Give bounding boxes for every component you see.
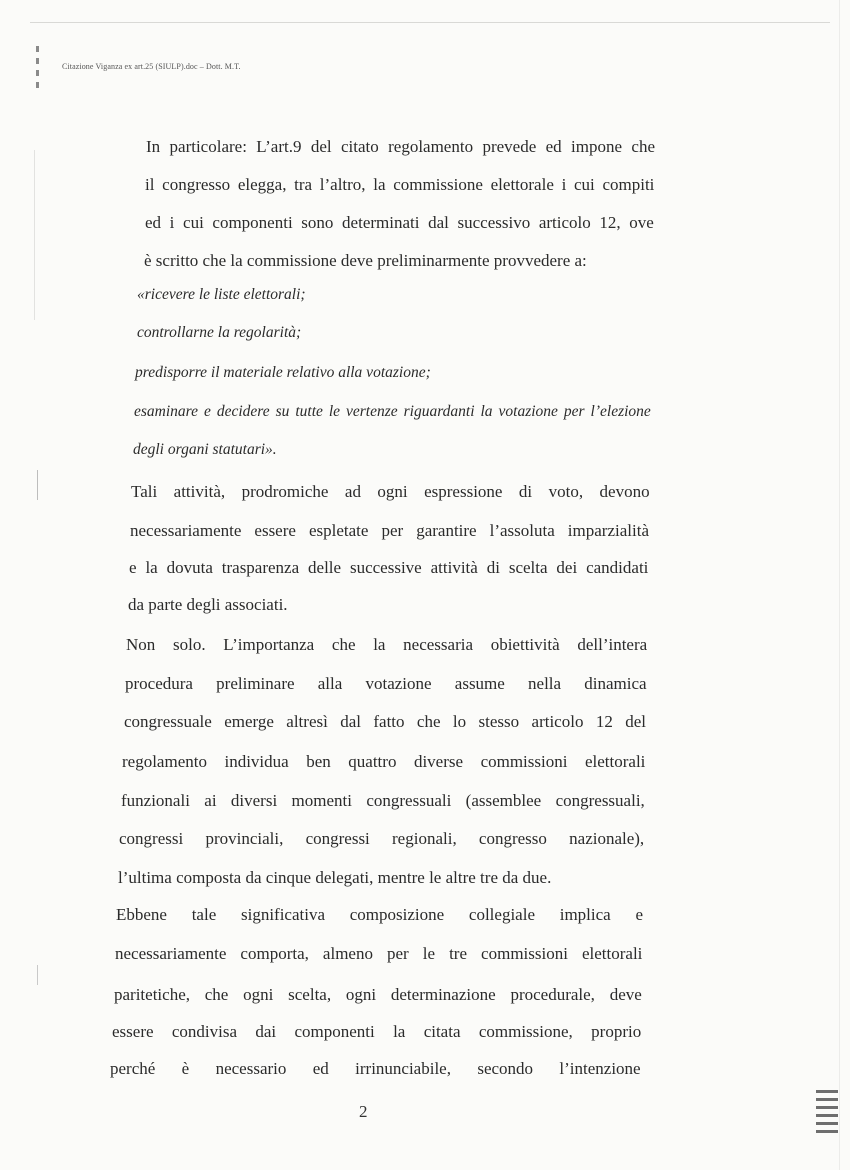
text-line: In particolare: L’art.9 del citato regolamento prevede ed impone che xyxy=(146,137,655,156)
text-line: regolamento individua ben quattro diverse commissioni elettorali xyxy=(122,752,646,771)
text-line: necessariamente comporta, almeno per le tre commissioni elettorali xyxy=(115,944,643,963)
text-line: paritetiche, che ogni scelta, ogni determinazione procedurale, deve xyxy=(114,985,642,1004)
text-line: e la dovuta trasparenza delle successive attività di scelta dei candidati xyxy=(129,558,649,577)
text-line: il congresso elegga, tra l’altro, la commissione elettorale i cui compiti xyxy=(145,175,655,194)
binding-marks xyxy=(34,40,42,110)
text-line: Ebbene tale significativa composizione collegiale implica e xyxy=(116,905,643,924)
scan-edge-line-right xyxy=(839,0,840,1170)
text-line: Tali attività, prodromiche ad ogni espressione di voto, devono xyxy=(131,482,650,501)
quoted-line: predisporre il materiale relativo alla votazione; xyxy=(135,364,431,381)
margin-mark xyxy=(37,470,38,500)
text-line: congressuale emerge altresì dal fatto che lo stesso articolo 12 del xyxy=(124,712,646,731)
scan-corner-bars xyxy=(816,1090,838,1160)
quoted-line: «ricevere le liste elettorali; xyxy=(137,286,306,303)
margin-rule xyxy=(34,150,35,320)
text-line: perché è necessario ed irrinunciabile, secondo l’intenzione xyxy=(110,1059,641,1078)
text-line: da parte degli associati. xyxy=(128,595,288,614)
margin-mark xyxy=(37,965,38,985)
document-header: Citazione Viganza ex art.25 (SIULP).doc – Dott. M.T. xyxy=(62,62,241,71)
text-line: ed i cui componenti sono determinati dal successivo articolo 12, ove xyxy=(145,213,654,232)
text-line: funzionali ai diversi momenti congressuali (assemblee congressuali, xyxy=(121,791,645,810)
text-line: Non solo. L’importanza che la necessaria obiettività dell’intera xyxy=(126,635,648,654)
page-number: 2 xyxy=(359,1102,368,1121)
quoted-line: esaminare e decidere su tutte le vertenze riguardanti la votazione per l’elezione xyxy=(134,403,651,420)
scan-edge-line xyxy=(30,22,830,23)
quoted-line: degli organi statutari». xyxy=(133,441,277,458)
text-line: l’ultima composta da cinque delegati, mentre le altre tre da due. xyxy=(118,868,552,887)
text-line: congressi provinciali, congressi regionali, congresso nazionale), xyxy=(119,829,645,848)
text-line: procedura preliminare alla votazione assume nella dinamica xyxy=(125,674,647,693)
text-line: essere condivisa dai componenti la citata commissione, proprio xyxy=(112,1022,642,1041)
text-line: necessariamente essere espletate per garantire l’assoluta imparzialità xyxy=(130,521,649,540)
quoted-line: controllarne la regolarità; xyxy=(137,324,302,341)
text-line: è scritto che la commissione deve preliminarmente provvedere a: xyxy=(144,251,587,270)
